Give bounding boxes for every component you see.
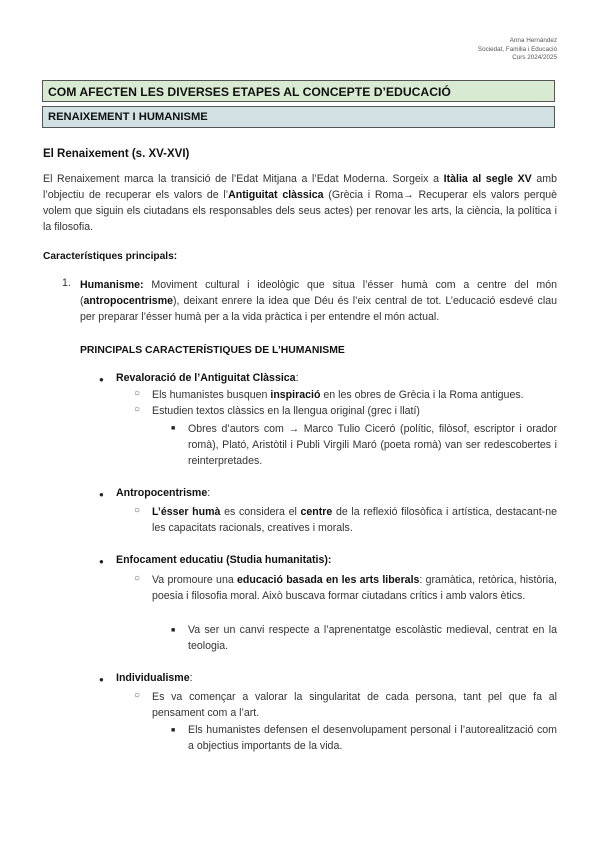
individualisme-item-2: Els humanistes defensen el desenvolupament personal i l’autorealització com a objectius importants de la vida. <box>188 724 557 752</box>
individualisme-item-1: Es va començar a valorar la singularitat de cada persona, tant pel que fa al pensament com a l’art. <box>152 691 557 719</box>
caracteristiques-label: Característiques principals: <box>43 251 178 262</box>
enfocament-label: Enfocament educatiu (Studia humanitatis): <box>116 554 332 566</box>
section-heading: El Renaixement (s. XV-XVI) <box>43 148 190 160</box>
bullet-solid-icon: ● <box>99 557 104 566</box>
revaloracio-item-1: Els humanistes busquen inspiració en les obres de Grècia i la Roma antigues. <box>152 389 524 401</box>
antropocentrisme-item-1: L’ésser humà es considera el centre de la reflexió filosòfica i artística, destacant-ne les capacitats racionals, creatives i morals. <box>152 506 557 534</box>
bullet-square-icon: ■ <box>171 627 176 634</box>
antropocentrisme-label: Antropocentrisme: <box>116 487 211 499</box>
course-year: Curs 2024/2025 <box>512 54 557 61</box>
subtitle-box: RENAIXEMENT I HUMANISME <box>42 106 555 128</box>
bullet-solid-icon: ● <box>99 675 104 684</box>
humanisme-paragraph: Humanisme: Moviment cultural i ideològic que situa l’ésser humà com a centre del món (antropocentrisme), deixant enrere la idea que Déu és l’eix central de tot. L’educació esdevé clau per preparar l’ésser humà per a la vida pràctica i per entendre el món actual. <box>80 279 557 323</box>
bullet-hollow-icon: ○ <box>134 388 141 399</box>
bullet-hollow-icon: ○ <box>134 690 141 701</box>
bullet-square-icon: ■ <box>171 425 176 432</box>
principals-heading: PRINCIPALS CARACTERÍSTIQUES DE L’HUMANISME <box>80 345 345 356</box>
revaloracio-label: Revaloració de l’Antiguitat Clàssica: <box>116 372 299 384</box>
list-number: 1. <box>62 277 71 289</box>
enfocament-item-1: Va promoure una educació basada en les arts liberals: gramàtica, retòrica, història, poesia i filosofia moral. Això buscava formar ciutadans crítics i amb valors ètics. <box>152 574 557 602</box>
bullet-hollow-icon: ○ <box>134 404 141 415</box>
document-header-info <box>478 37 557 63</box>
revaloracio-item-3: Obres d’autors com → Marco Tulio Ciceró (polític, filòsof, escriptor i orador romà), Plató, Aristòtil i Publi Virgili Maró (poeta romà) van ser redescobertes i reinterpretades. <box>188 423 557 467</box>
revaloracio-item-2: Estudien textos clàssics en la llengua original (grec i llatí) <box>152 405 420 417</box>
bullet-hollow-icon: ○ <box>134 573 141 584</box>
author-name: Anna Hernández <box>509 37 557 44</box>
bullet-hollow-icon: ○ <box>134 505 141 516</box>
bullet-solid-icon: ● <box>99 375 104 384</box>
enfocament-item-2: Va ser un canvi respecte a l’aprenentatge escolàstic medieval, centrat en la teologia. <box>188 624 557 652</box>
bullet-solid-icon: ● <box>99 490 104 499</box>
individualisme-label: Individualisme: <box>116 672 193 684</box>
subject-name: Sociedat, Familia i Educació <box>477 45 557 53</box>
bullet-square-icon: ■ <box>171 727 176 734</box>
intro-paragraph: El Renaixement marca la transició de l’Edat Mitjana a l’Edat Moderna. Sorgeix a Itàlia al segle XV amb l’objectiu de recuperar els valors de l’Antiguitat clàssica (Grècia i Roma→ Recuperar els valors perquè volem que siguin els ciutadans els responsables dels seus actes) per renovar les arts, la ciència, la política i la filosofia. <box>43 173 557 233</box>
title-box: COM AFECTEN LES DIVERSES ETAPES AL CONCEPTE D’EDUCACIÓ <box>42 80 555 102</box>
